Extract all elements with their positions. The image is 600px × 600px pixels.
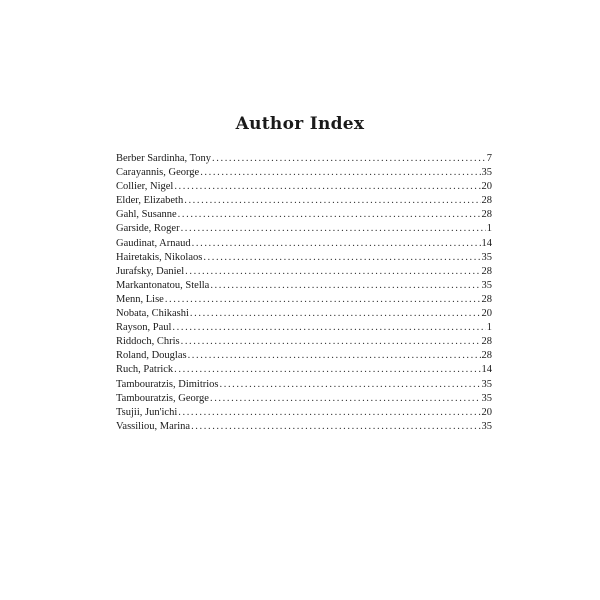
- author-name: Jurafsky, Daniel: [116, 265, 185, 277]
- dot-leader: [174, 180, 480, 194]
- index-entry: [116, 378, 492, 392]
- dot-leader: [165, 293, 481, 307]
- page-number: 1: [486, 223, 492, 235]
- page-number: 35: [481, 279, 492, 291]
- author-name: Garside, Roger: [116, 223, 180, 235]
- author-name: Roland, Douglas: [116, 350, 187, 362]
- page-number: 28: [481, 293, 492, 305]
- author-name: Elder, Elizabeth: [116, 195, 184, 207]
- index-entry: [116, 208, 492, 222]
- index-entry: [116, 392, 492, 406]
- index-entry: [116, 265, 492, 279]
- index-entry: [116, 363, 492, 377]
- index-entry: [116, 194, 492, 208]
- author-name: Hairetakis, Nikolaos: [116, 251, 203, 263]
- dot-leader: [181, 222, 486, 236]
- dot-leader: [185, 265, 480, 279]
- author-index-list: [116, 152, 492, 434]
- page-number: 20: [481, 406, 492, 418]
- index-entry: [116, 349, 492, 363]
- page-number: 35: [481, 378, 492, 390]
- index-entry: [116, 307, 492, 321]
- index-entry: [116, 251, 492, 265]
- page-title: Author Index: [235, 114, 365, 134]
- page-number: 14: [481, 237, 492, 249]
- index-entry: [116, 321, 492, 335]
- dot-leader: [210, 392, 481, 406]
- dot-leader: [181, 335, 481, 349]
- author-name: Riddoch, Chris: [116, 336, 180, 348]
- index-entry: [116, 420, 492, 434]
- dot-leader: [174, 363, 480, 377]
- dot-leader: [191, 420, 480, 434]
- author-name: Carayannis, George: [116, 167, 200, 179]
- dot-leader: [192, 237, 481, 251]
- page-number: 28: [481, 195, 492, 207]
- author-name: Tsujii, Jun'ichi: [116, 406, 178, 418]
- dot-leader: [178, 208, 481, 222]
- author-name: Vassiliou, Marina: [116, 420, 191, 432]
- author-name: Menn, Lise: [116, 293, 164, 305]
- author-name: Ruch, Patrick: [116, 364, 174, 376]
- page-number: 14: [481, 364, 492, 376]
- page-number: 28: [481, 336, 492, 348]
- dot-leader: [184, 194, 480, 208]
- dot-leader: [212, 152, 486, 166]
- author-name: Markantonatou, Stella: [116, 279, 210, 291]
- page-number: 28: [481, 265, 492, 277]
- author-name: Rayson, Paul: [116, 322, 172, 334]
- page-number: 35: [481, 167, 492, 179]
- dot-leader: [203, 251, 480, 265]
- index-entry: [116, 406, 492, 420]
- dot-leader: [190, 307, 481, 321]
- index-entry: [116, 152, 492, 166]
- author-name: Nobata, Chikashi: [116, 308, 189, 320]
- author-name: Gahl, Susanne: [116, 209, 177, 221]
- dot-leader: [178, 406, 480, 420]
- dot-leader: [210, 279, 480, 293]
- page-number: 20: [481, 181, 492, 193]
- author-name: Tambouratzis, Dimitrios: [116, 378, 219, 390]
- page-number: 20: [481, 308, 492, 320]
- index-entry: [116, 166, 492, 180]
- page-number: 28: [481, 350, 492, 362]
- page-number: 35: [481, 392, 492, 404]
- index-entry: [116, 222, 492, 236]
- author-name: Berber Sardinha, Tony: [116, 153, 212, 164]
- dot-leader: [172, 321, 485, 335]
- dot-leader: [188, 349, 481, 363]
- page-number: 1: [486, 322, 492, 334]
- author-name: Gaudinat, Arnaud: [116, 237, 191, 249]
- page-number: 35: [481, 251, 492, 263]
- dot-leader: [220, 378, 481, 392]
- page-number: 35: [481, 420, 492, 432]
- author-name: Collier, Nigel: [116, 181, 174, 193]
- index-entry: [116, 237, 492, 251]
- page-number: 28: [481, 209, 492, 221]
- index-entry: [116, 279, 492, 293]
- index-entry: [116, 180, 492, 194]
- index-entry: [116, 335, 492, 349]
- dot-leader: [200, 166, 480, 180]
- page-number: 7: [486, 153, 492, 164]
- index-entry: [116, 293, 492, 307]
- author-name: Tambouratzis, George: [116, 392, 209, 404]
